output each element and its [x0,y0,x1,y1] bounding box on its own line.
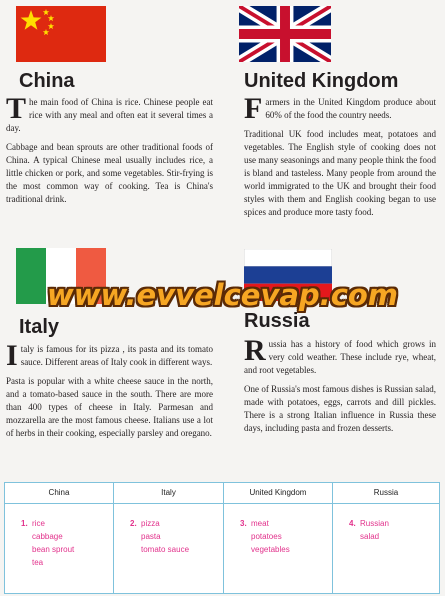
answer-number: 3. [240,519,247,528]
italy-text [6,339,213,446]
uk-paragraph-1 [244,92,436,125]
answer-item: salad [360,532,380,541]
dropcap: I [6,339,18,372]
answer-column-uk [224,483,333,593]
country-title-russia: Russia [244,310,310,332]
uk-flag-icon [239,6,331,62]
answer-item: tomato sauce [141,545,190,554]
answer-table [4,482,440,594]
uk-para1-text: armers in the United Kingdom produce about 60% of the food the country needs. [265,97,436,120]
answer-items [251,517,332,556]
answer-column-italy [114,483,224,593]
watermark: www.evvelcevap.com [46,278,399,312]
answer-item: Russian [360,519,389,528]
column-body [114,504,223,556]
china-para1-text: he main food of China is rice. Chinese people eat rice with any meal and often eat it several times a day. [6,97,213,133]
dropcap: R [244,334,266,367]
answer-item: tea [32,558,44,567]
column-body [333,504,439,543]
panel-russia [222,240,445,478]
answer-items [32,517,113,569]
answer-column-russia [333,483,439,593]
russia-paragraph-1 [244,334,436,377]
answer-item: bean sprout [32,545,75,554]
italy-para1-text: taly is famous for its pizza , its pasta and its tomato sauce. Different areas of Italy cook in different ways. [20,344,213,367]
china-text [6,92,213,212]
answer-item: potatoes [251,532,282,541]
answer-item: vegetables [251,545,290,554]
answer-items [141,517,223,556]
column-header: United Kingdom [224,483,332,504]
answer-column-china [5,483,114,593]
country-title-china: China [19,70,75,92]
china-paragraph-2: Cabbage and bean sprouts are other traditional foods of China. A typical Chinese meal usually includes rice, a little chicken or pork, and some vegetables. Stir-frying is the most common way of cooking. Tea is China's traditional drink. [6,142,213,204]
italy-paragraph-1 [6,339,213,372]
answer-number: 2. [130,519,137,528]
answer-item: meat [251,519,269,528]
dropcap: F [244,92,263,125]
answer-item: rice [32,519,45,528]
answer-number: 4. [349,519,356,528]
answer-item: cabbage [32,532,63,541]
dropcap: T [6,92,27,125]
column-body [5,504,113,569]
uk-paragraph-2: Traditional UK food includes meat, potatoes and vegetables. The English style of cooking does not use many seasonings and many people think the food is bland and tasteless. Many people from around the world immigrated to the UK and brought their food styles with them and English cooking began to use spices and produce more tasty food. [244,129,436,217]
country-title-uk: United Kingdom [244,70,399,92]
answer-item: pizza [141,519,160,528]
country-title-italy: Italy [19,316,60,338]
column-header: Russia [333,483,439,504]
china-paragraph-1 [6,92,213,135]
russia-text [244,334,436,441]
column-body [224,504,332,556]
column-header: Italy [114,483,223,504]
panel-uk [222,0,445,240]
uk-text [244,92,436,225]
answer-items [360,517,439,543]
china-flag-icon [16,6,106,62]
answer-number: 1. [21,519,28,528]
russia-paragraph-2: One of Russia's most famous dishes is Russian salad, made with potatoes, eggs, carrots and dill pickles. There is a strong Italian influence in Russia these days, including pasta and frozen desserts. [244,384,436,433]
answer-item: pasta [141,532,161,541]
column-header: China [5,483,113,504]
italy-paragraph-2: Pasta is popular with a white cheese sauce in the north, and a tomato-based sauce in the south. There are more than 400 types of cheese in Italy. Parmesan and mozzarella are the most famous cheese. Italians use a lot of herbs in their cooking, especially parsley and oregano. [6,376,213,438]
panel-italy [0,240,222,478]
russia-para1-text: ussia has a history of food which grows in very cold weather. These include rye, wheat, and root vegetables. [244,339,436,375]
panel-china [0,0,222,240]
